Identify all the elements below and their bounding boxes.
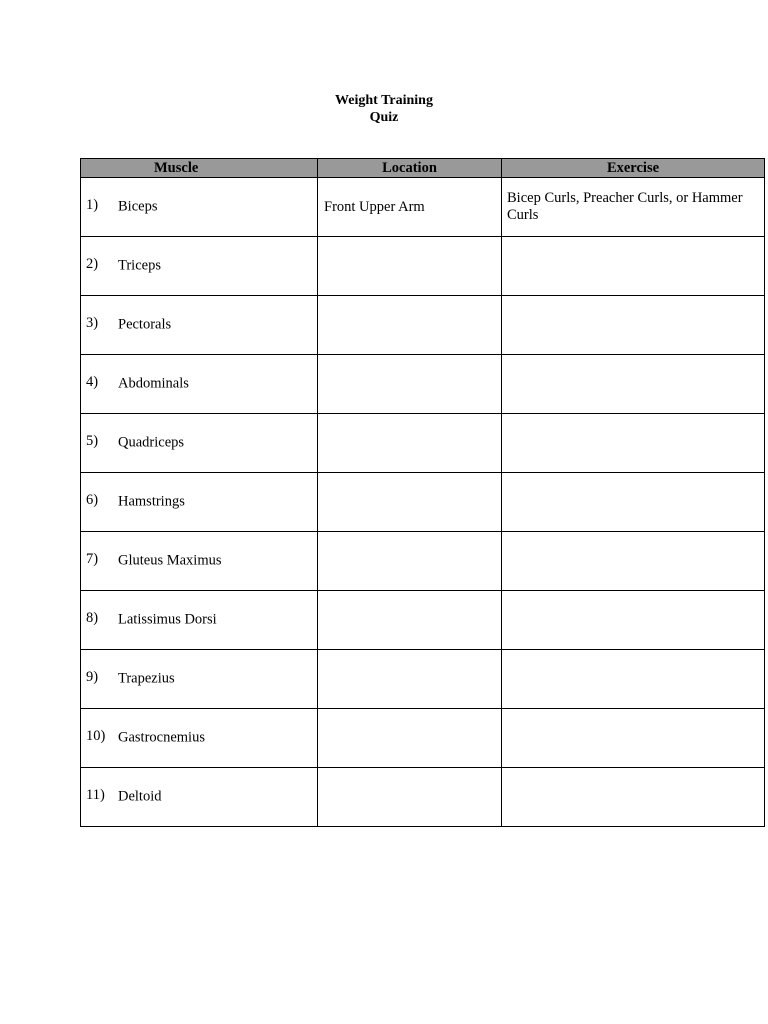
table-row: [81, 532, 765, 591]
location-cell[interactable]: [318, 473, 502, 532]
table-header: [81, 159, 765, 178]
muscle-cell: [81, 591, 318, 650]
table-row: [81, 709, 765, 768]
row-number: 5): [86, 432, 99, 449]
table-row: [81, 296, 765, 355]
exercise-cell[interactable]: [502, 709, 765, 768]
table-row: [81, 414, 765, 473]
muscle-cell: [81, 237, 318, 296]
location-cell[interactable]: Front Upper Arm: [318, 178, 502, 237]
exercise-cell[interactable]: [502, 296, 765, 355]
row-number: 9): [86, 668, 99, 685]
row-number: 6): [86, 491, 99, 508]
title-line-2: Quiz: [369, 110, 399, 125]
muscle-cell: [81, 473, 318, 532]
table-body: [81, 178, 765, 827]
muscle-cell: [81, 178, 318, 237]
table-row: [81, 591, 765, 650]
exercise-cell[interactable]: [502, 355, 765, 414]
row-number: 1): [86, 196, 99, 213]
location-cell[interactable]: [318, 591, 502, 650]
location-cell[interactable]: [318, 296, 502, 355]
header-location: Location: [318, 159, 502, 178]
exercise-cell[interactable]: [502, 591, 765, 650]
exercise-cell[interactable]: [502, 532, 765, 591]
location-cell[interactable]: [318, 768, 502, 827]
muscle-name: Deltoid: [118, 788, 162, 805]
exercise-cell[interactable]: [502, 650, 765, 709]
muscle-cell: [81, 709, 318, 768]
row-number: 8): [86, 609, 99, 626]
muscle-cell: [81, 296, 318, 355]
location-cell[interactable]: [318, 650, 502, 709]
document-title: [0, 92, 768, 126]
header-row: [81, 159, 765, 178]
table-row: [81, 355, 765, 414]
row-number: 7): [86, 550, 99, 567]
muscle-cell: [81, 414, 318, 473]
table-row: [81, 473, 765, 532]
muscle-cell: [81, 532, 318, 591]
muscle-name: Biceps: [118, 198, 158, 215]
row-number: 2): [86, 255, 99, 272]
muscle-cell: [81, 768, 318, 827]
muscle-name: Quadriceps: [118, 434, 185, 451]
header-muscle: Muscle: [81, 159, 318, 178]
muscle-name: Abdominals: [118, 375, 189, 392]
header-exercise: Exercise: [502, 159, 765, 178]
exercise-cell[interactable]: [502, 237, 765, 296]
table-row: [81, 650, 765, 709]
location-cell[interactable]: [318, 355, 502, 414]
table-row: [81, 768, 765, 827]
title-line-1: Weight Training: [335, 93, 433, 108]
muscle-name: Pectorals: [118, 316, 172, 333]
exercise-cell[interactable]: [502, 473, 765, 532]
row-number: 10): [86, 727, 106, 744]
muscle-cell: [81, 650, 318, 709]
exercise-cell[interactable]: [502, 768, 765, 827]
table-row: [81, 178, 765, 237]
exercise-cell[interactable]: [502, 414, 765, 473]
muscle-name: Hamstrings: [118, 493, 185, 510]
muscle-name: Latissimus Dorsi: [118, 611, 217, 628]
row-number: 11): [86, 786, 105, 803]
location-cell[interactable]: [318, 709, 502, 768]
location-cell[interactable]: [318, 237, 502, 296]
row-number: 3): [86, 314, 99, 331]
muscle-cell: [81, 355, 318, 414]
location-cell[interactable]: [318, 414, 502, 473]
location-cell[interactable]: [318, 532, 502, 591]
exercise-cell[interactable]: Bicep Curls, Preacher Curls, or Hammer Curls: [502, 178, 765, 237]
table-row: [81, 237, 765, 296]
muscle-name: Gastrocnemius: [118, 729, 205, 746]
row-number: 4): [86, 373, 99, 390]
muscle-name: Gluteus Maximus: [118, 552, 222, 569]
quiz-table: [80, 158, 765, 827]
muscle-name: Triceps: [118, 257, 161, 274]
muscle-name: Trapezius: [118, 670, 175, 687]
